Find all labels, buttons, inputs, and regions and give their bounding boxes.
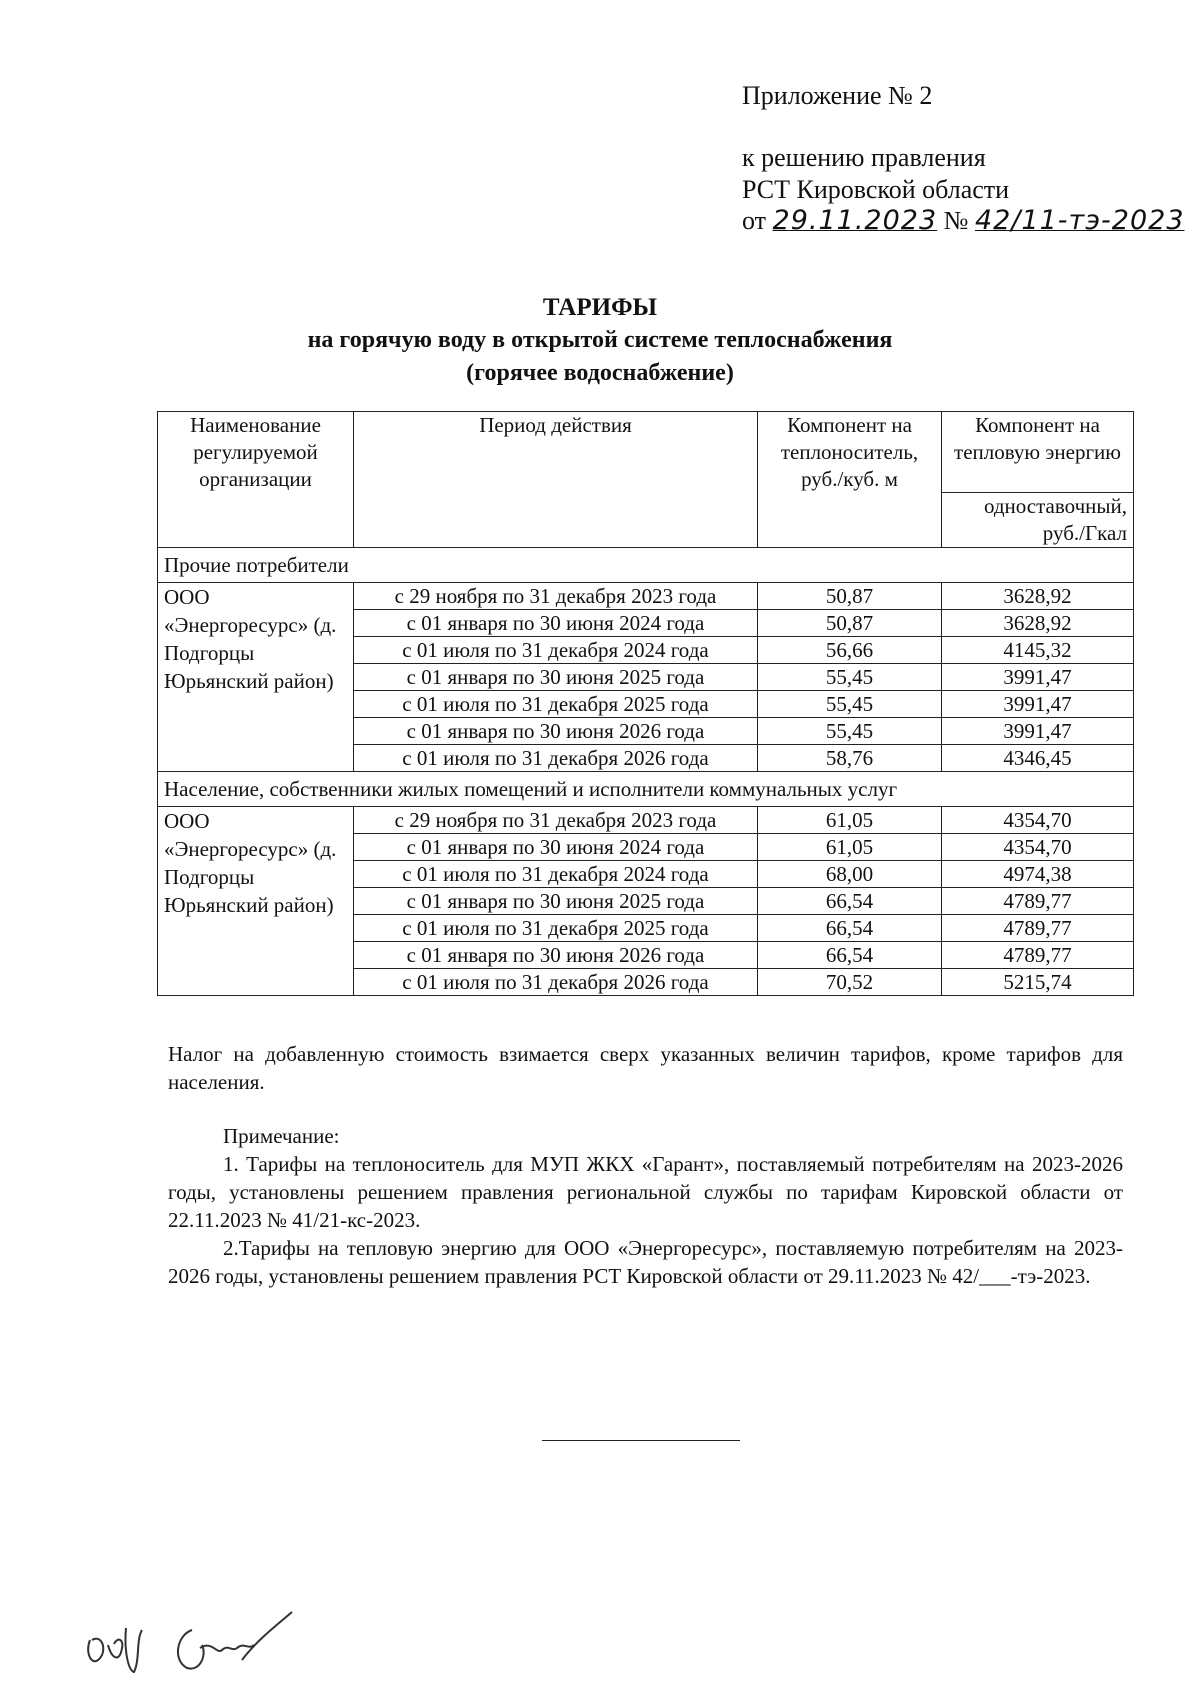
col-header-period: Период действия <box>354 412 758 548</box>
energy-cell: 4145,32 <box>942 637 1134 664</box>
carrier-cell: 55,45 <box>758 691 942 718</box>
energy-cell: 3628,92 <box>942 583 1134 610</box>
doc-title: ТАРИФЫ <box>542 294 658 321</box>
carrier-cell: 56,66 <box>758 637 942 664</box>
handwritten-number: 42/11-тэ-2023 <box>974 205 1185 236</box>
carrier-cell: 66,54 <box>758 915 942 942</box>
energy-cell: 3991,47 <box>942 691 1134 718</box>
org-cell: ООО «Энергоресурс» (д. Подгорцы Юрьянский район) <box>158 807 354 996</box>
signature-mark <box>82 1600 322 1680</box>
carrier-cell: 50,87 <box>758 583 942 610</box>
doc-subtitle-1: на горячую воду в открытой системе теплоснабжения <box>307 327 893 353</box>
period-cell: с 01 июля по 31 декабря 2025 года <box>354 691 758 718</box>
energy-cell: 4789,77 <box>942 915 1134 942</box>
note-item: 2.Тарифы на тепловую энергию для ООО «Энергоресурс», поставляемую потребителям на 2023-2026 годы, установлены решением правления РСТ Кировской области от 29.11.2023 № 42/___-тэ-2023. <box>168 1236 1123 1288</box>
notes-heading: Примечание: <box>223 1124 340 1148</box>
carrier-cell: 66,54 <box>758 888 942 915</box>
energy-cell: 4789,77 <box>942 888 1134 915</box>
energy-cell: 3628,92 <box>942 610 1134 637</box>
section-row <box>158 548 1134 583</box>
carrier-cell: 68,00 <box>758 861 942 888</box>
col-header-carrier: Компонент на теплоноситель, руб./куб. м <box>758 412 942 548</box>
doc-subtitle-2: (горячее водоснабжение) <box>466 360 734 386</box>
section-title: Прочие потребители <box>158 548 1134 583</box>
table-row <box>158 807 1134 834</box>
section-title: Население, собственники жилых помещений и исполнители коммунальных услуг <box>158 772 1134 807</box>
col-header-energy-sub: одноставочный, руб./Гкал <box>942 493 1134 548</box>
handwritten-date: 29.11.2023 <box>772 205 938 236</box>
section-row <box>158 772 1134 807</box>
header-line-2: РСТ Кировской области <box>742 175 1010 204</box>
period-cell: с 01 июля по 31 декабря 2024 года <box>354 637 758 664</box>
energy-cell: 4789,77 <box>942 942 1134 969</box>
period-cell: с 01 января по 30 июня 2024 года <box>354 834 758 861</box>
energy-cell: 3991,47 <box>942 664 1134 691</box>
energy-cell: 3991,47 <box>942 718 1134 745</box>
carrier-cell: 70,52 <box>758 969 942 996</box>
carrier-cell: 61,05 <box>758 834 942 861</box>
closing-divider <box>542 1440 740 1441</box>
period-cell: с 01 января по 30 июня 2025 года <box>354 664 758 691</box>
period-cell: с 01 января по 30 июня 2025 года <box>354 888 758 915</box>
header-line-1: к решению правления <box>742 143 986 172</box>
carrier-cell: 50,87 <box>758 610 942 637</box>
energy-cell: 4346,45 <box>942 745 1134 772</box>
period-cell: с 01 января по 30 июня 2026 года <box>354 942 758 969</box>
org-cell: ООО «Энергоресурс» (д. Подгорцы Юрьянский район) <box>158 583 354 772</box>
table-header-row <box>158 412 1134 493</box>
table-row <box>158 583 1134 610</box>
period-cell: с 01 января по 30 июня 2026 года <box>354 718 758 745</box>
carrier-cell: 58,76 <box>758 745 942 772</box>
appendix-label: Приложение № 2 <box>742 81 933 110</box>
date-prefix: от <box>742 206 767 235</box>
carrier-cell: 61,05 <box>758 807 942 834</box>
period-cell: с 01 января по 30 июня 2024 года <box>354 610 758 637</box>
period-cell: с 29 ноября по 31 декабря 2023 года <box>354 583 758 610</box>
carrier-cell: 55,45 <box>758 664 942 691</box>
tariffs-table <box>157 411 1134 996</box>
energy-cell: 4974,38 <box>942 861 1134 888</box>
header-date-line <box>742 205 1185 237</box>
col-header-energy: Компонент на тепловую энергию <box>942 412 1134 493</box>
period-cell: с 01 июля по 31 декабря 2025 года <box>354 915 758 942</box>
energy-cell: 4354,70 <box>942 834 1134 861</box>
notes-block <box>168 1122 1123 1290</box>
energy-cell: 4354,70 <box>942 807 1134 834</box>
period-cell: с 29 ноября по 31 декабря 2023 года <box>354 807 758 834</box>
carrier-cell: 66,54 <box>758 942 942 969</box>
number-prefix: № <box>943 206 969 235</box>
energy-cell: 5215,74 <box>942 969 1134 996</box>
carrier-cell: 55,45 <box>758 718 942 745</box>
period-cell: с 01 июля по 31 декабря 2026 года <box>354 745 758 772</box>
col-header-org: Наименование регулируемой организации <box>158 412 354 548</box>
note-item: 1. Тарифы на теплоноситель для МУП ЖКХ «Гарант», поставляемый потребителям на 2023-2026 годы, установлены решением правления региональной службы по тарифам Кировской области от 22.11.2023 № 41/21-кс-2023. <box>168 1152 1123 1232</box>
vat-note: Налог на добавленную стоимость взимается сверх указанных величин тарифов, кроме тарифов для населения. <box>168 1042 1123 1094</box>
period-cell: с 01 июля по 31 декабря 2026 года <box>354 969 758 996</box>
period-cell: с 01 июля по 31 декабря 2024 года <box>354 861 758 888</box>
